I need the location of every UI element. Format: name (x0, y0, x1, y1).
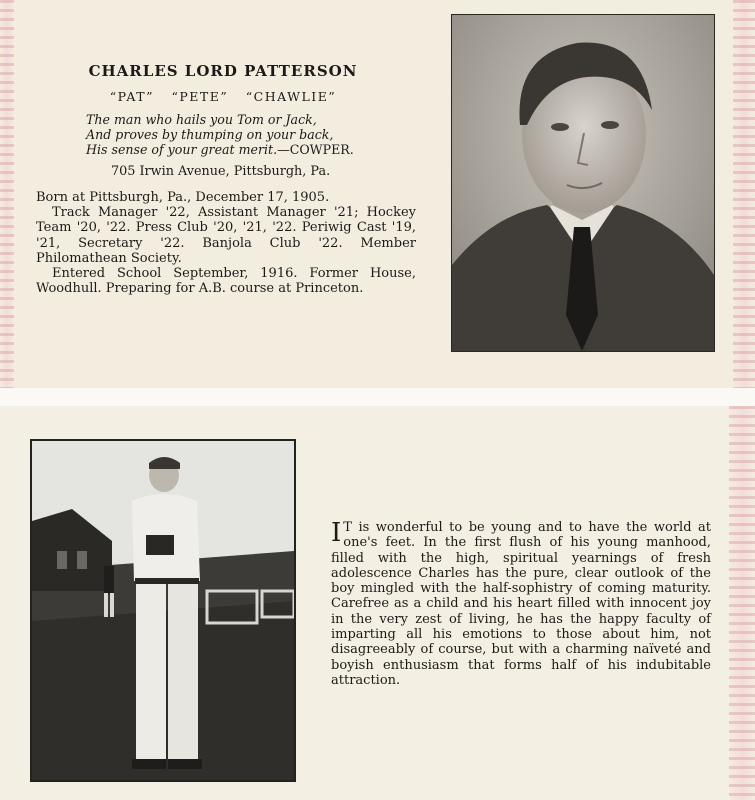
drop-cap-letter: I (331, 518, 342, 548)
epigraph-quote (86, 112, 386, 157)
page-gap (0, 388, 755, 406)
tribute-essay (331, 520, 711, 688)
portrait-illustration (452, 15, 714, 351)
candid-photo (30, 439, 296, 782)
bio-paragraph: Entered School September, 1916. Former House, Woodhull. Preparing for A.B. course at Princeton. (36, 266, 416, 297)
portrait-photo (451, 14, 715, 352)
bio-paragraph: Born at Pittsburgh, Pa., December 17, 1905. (36, 190, 330, 205)
floral-border-left (0, 0, 14, 388)
student-name: CHARLES LORD PATTERSON (88, 62, 358, 80)
nickname: “PETE” (171, 89, 229, 104)
nickname: “CHAWLIE” (245, 89, 337, 104)
home-address: 705 Irwin Avenue, Pittsburgh, Pa. (111, 164, 331, 179)
quote-line: The man who hails you Tom or Jack, (86, 112, 317, 127)
candid-photo-illustration (32, 441, 294, 780)
nicknames (70, 89, 376, 104)
quote-author: —COWPER. (277, 142, 354, 157)
yearbook-page-top (0, 0, 755, 388)
quote-line: And proves by thumping on your back, (86, 127, 334, 142)
floral-border-right (733, 0, 755, 388)
essay-text: T is wonderful to be young and to have the world at one's feet. In the first flush of his young manhood, filled with the high, spiritual yearnings of fresh adolescence Charles has the pure, clear outlook of the boy mingled with the half-sophistry of coming maturity. Carefree as a child and his heart filled with innocent joy in the very zest of living, he has the happy faculty of imparting all his emotions to those about him, not disagreeably of course, but with a charming naïveté and boyish enthusiasm that forms half of his indubitable attraction. (331, 520, 711, 688)
yearbook-page-bottom (0, 406, 755, 800)
biography (36, 190, 416, 296)
floral-border-right (729, 406, 755, 800)
nickname: “PAT” (109, 89, 154, 104)
quote-line: His sense of your great merit. (86, 142, 278, 157)
bio-paragraph: Track Manager '22, Assistant Manager '21; Hockey Team '20, '22. Press Club '20, '21, '22. Periwig Cast '19, '21, Secretary '22. Banjola Club '22. Member Philomathean Society. (36, 205, 416, 266)
